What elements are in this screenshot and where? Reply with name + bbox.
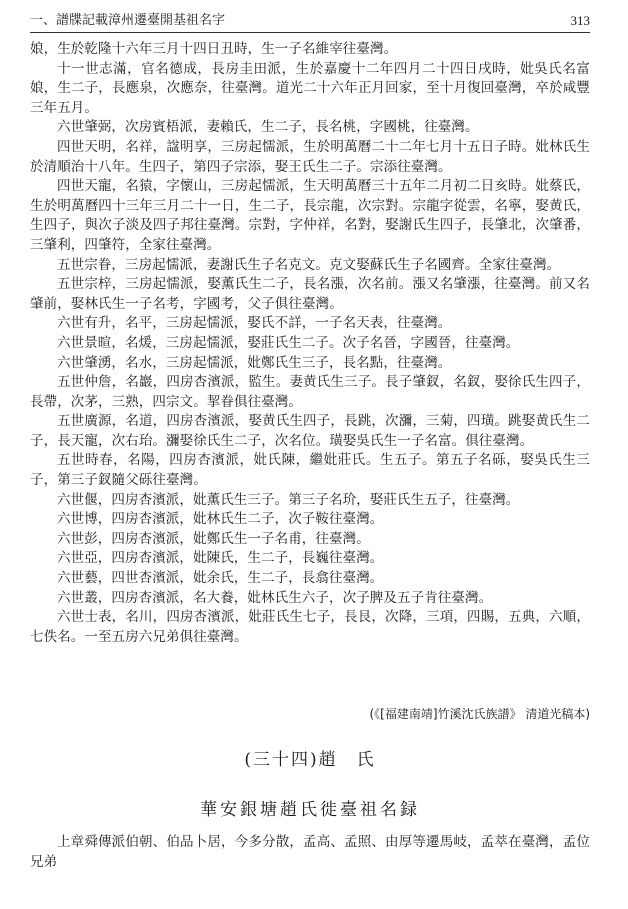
source-citation: (《[福建南靖]竹溪沈氏族譜》 清道光稿本) (369, 707, 590, 721)
paragraph: 六世肇弼，次房賓梧派，妻賴氏，生二子，長名桃，字國桃，往臺灣。 (57, 119, 479, 136)
paragraph: 四世天寵，名猿，字懷山，三房起懦派，生天明萬曆三十五年二月初二日亥時。妣蔡氏，生於明萬曆四十三年三月二十一日，生二子，長宗龍，次宗對。宗龍字從雲，名寧，娶黄氏，生四子，與次子淡及四子邦往臺灣。宗對，字仲祥，名對，娶謝氏生四子，長肇北，次肇番，三肇利，四肇符，全家往臺灣。 (30, 178, 590, 253)
paragraph: 六世偃，四房杏濱派，妣薫氏生三子。第三子名玠，娶莊氏生五子，往臺灣。 (57, 491, 520, 508)
paragraph: 六世叢，四房杏濱派，名大養，妣林氏生六子，次子脾及五子肯往臺灣。 (57, 589, 493, 606)
page-number: 313 (570, 13, 590, 28)
paragraph: 五世宗眷，三房起懦派，妻謝氏生子名克文。克文娶蘇氏生子名國齊。全家往臺灣。 (57, 256, 561, 273)
paragraph: 六世景暄，名煖，三房起懦派，娶莊氏生二子。次子名晉，字國晉，往臺灣。 (57, 334, 520, 351)
header-title: 一、譜牒記載漳州遷臺開基祖名字 (30, 13, 226, 28)
paragraph: 六世亞，四房杏濱派，妣陳氏，生二子，長巍往臺灣。 (57, 550, 384, 567)
paragraph: 六世肇湧，名水，三房起懦派，妣鄭氏生三子，長名點，往臺灣。 (57, 354, 452, 371)
paragraph: 六世士表，名川，四房杏濱派，妣莊氏生七子，長艮，次降，三項，四賜，五典，六順，七佚名。一至五房六兄弟俱往臺灣。 (30, 609, 590, 645)
paragraph: 六世博，四房杏濱派，妣林氏生二子，次子鞍往臺灣。 (57, 511, 384, 528)
paragraph: 五世宗梓，三房起懦派，娶薫氏生二子，長名漲，次名前。漲又名肇漲，往臺灣。前又名肇前，娶林氏生一子名考，字國考，父子俱往臺灣。 (30, 276, 590, 312)
paragraph: 五世時春，名陽，四房杏濱派，妣氏陳，繼妣莊氏。生五子。第五子名砾，娶吳氏生三子，第三子釵隨父砾往臺灣。 (30, 452, 590, 489)
closing-text (30, 833, 590, 872)
paragraph: 六世彭，四房杏濱派，妣鄭氏生一子名甫，往臺灣。 (57, 530, 370, 547)
paragraph: 娘，生於乾隆十六年三月十四日丑時，生一子名維宰往臺灣。 (30, 41, 398, 57)
paragraph: 十一世志滿，官名德成，長房圭田派，生於嘉慶十二年四月二十四日戌時，妣吳氏名富娘，生二子，長應泉，次應奈，往臺灣。道光二十六年正月回家，至十月復回臺灣，卒於咸豐三年五月。 (30, 60, 590, 116)
paragraph: 六世藝，四世杏濱派，妣余氏，生二子，長翕往臺灣。 (57, 570, 384, 587)
paragraph: 六世有升，名平，三房起懦派，娶氏不詳，一子名天表，往臺灣。 (57, 315, 452, 332)
running-header (30, 10, 590, 33)
section-subtitle: 華安銀塘趙氏徙臺祖名録 (200, 800, 420, 820)
paragraph: 五世仲詹，名巖，四房杏濱派，監生。妻黄氏生三子。長子肇釵，名釵，娶徐氏生四子，長帶，次茅，三熟，四宗文。挈眷俱往臺灣。 (30, 374, 590, 410)
genealogy-text (30, 40, 590, 647)
paragraph: 上章舜傳派伯朝、伯品卜居，今多分散，孟高、孟照、由厚等遷馬岐，孟萃在臺灣，孟位兄弟 (30, 834, 590, 870)
paragraph: 五世廣源，名道，四房杏濱派，娶黄氏生四子，長跳，次瀰，三菊，四璜。跳娶黄氏生二子，長天寵，次右珆。瀰娶徐氏生二子，次名位。璜娶吳氏生一子名富。俱往臺灣。 (30, 413, 590, 449)
section-title: (三十四)趙 氏 (244, 750, 376, 770)
paragraph: 四世天明，名祥，諡明享，三房起懦派，生於明萬曆二十二年七月十五日子時。妣林氏生於清順治十八年。生四子，第四子宗添，娶王氏生二子。宗添往臺灣。 (30, 138, 590, 175)
